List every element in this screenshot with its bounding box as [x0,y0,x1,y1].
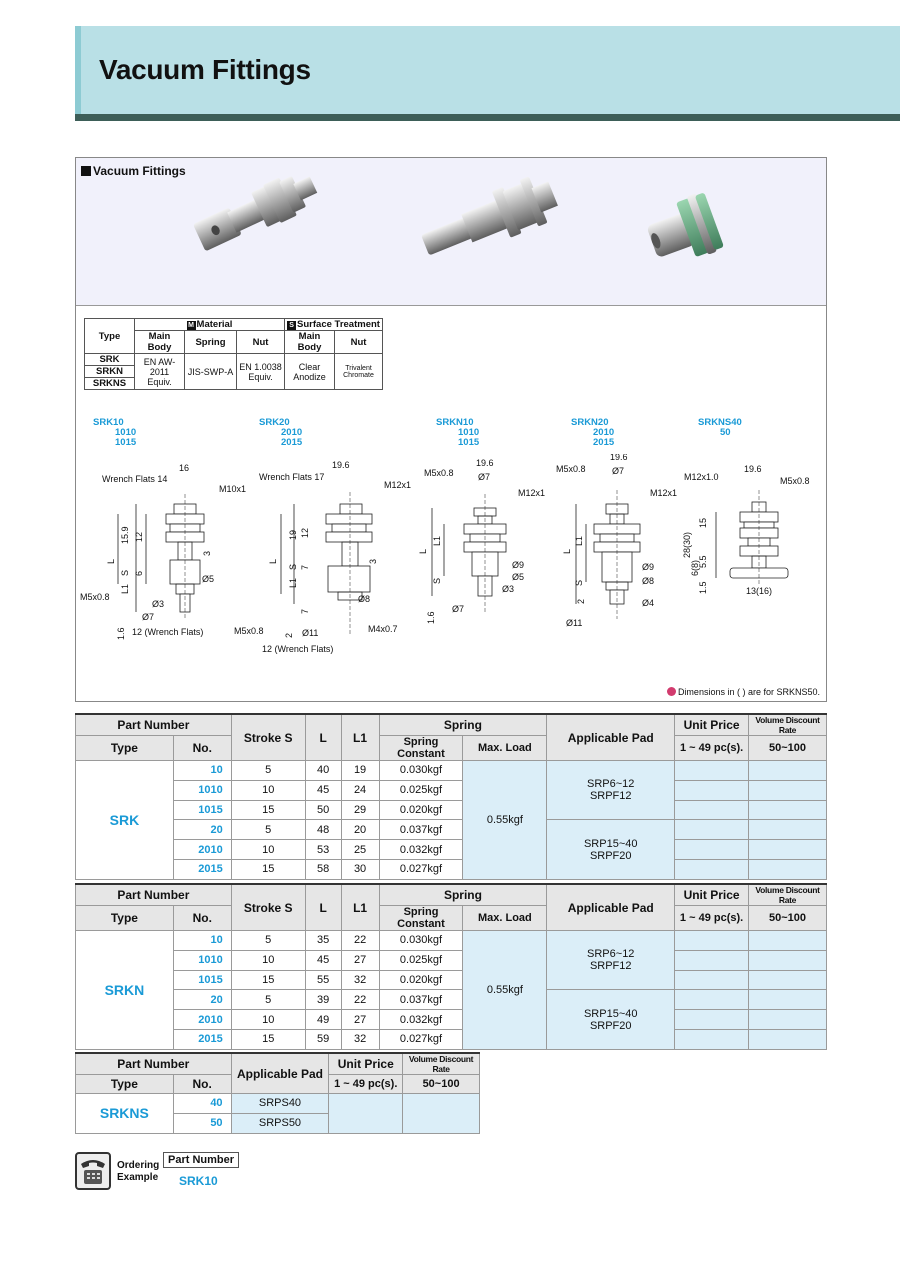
disc-cell [749,800,827,820]
svg-text:3: 3 [368,558,378,564]
h-price: Unit Price [675,714,749,736]
svg-text:M12x1: M12x1 [650,488,678,498]
page-header [75,26,900,120]
disc-cell [749,780,827,800]
no-cell[interactable]: 2015 [173,859,231,879]
svg-text:M4x0.7: M4x0.7 [368,624,398,634]
svg-text:S: S [288,563,298,570]
l-cell: 40 [305,761,341,781]
svg-text:2: 2 [284,632,294,638]
ordering-label: Ordering Example [117,1160,160,1183]
stroke-cell: 10 [231,840,305,860]
srkn-table [75,883,827,1050]
no-cell[interactable]: 1010 [173,780,231,800]
mat-col: Nut [335,331,383,354]
pad-cell: SRP6~12 SRPF12 [547,931,675,990]
l1-cell: 24 [341,780,379,800]
svg-text:12: 12 [134,531,144,542]
h-pad: Applicable Pad [547,884,675,931]
price-cell [675,970,749,990]
l-cell: 35 [305,931,341,951]
svg-text:L1: L1 [288,577,298,588]
type-cell: SRKNS [76,1094,174,1134]
stroke-cell: 5 [231,931,305,951]
h-const: Spring Constant [379,736,463,761]
disc-cell [749,1029,827,1049]
max-load-cell: 0.55kgf [463,761,547,880]
product-photos [76,158,826,306]
l-cell: 49 [305,1010,341,1030]
svg-text:Wrench Flats 14: Wrench Flats 14 [102,474,168,484]
svg-text:19.6: 19.6 [610,454,628,462]
svg-text:1.6: 1.6 [426,611,436,624]
page-title: Vacuum Fittings [99,54,311,85]
h-L1: L1 [341,884,379,931]
drawing-srkns40 [716,490,788,584]
spring-const-cell: 0.032kgf [379,840,463,860]
no-cell[interactable]: 40 [173,1094,231,1114]
svg-text:Ø7: Ø7 [612,466,625,476]
no-cell[interactable]: 20 [173,990,231,1010]
svg-text:28(30): 28(30) [682,531,692,558]
mat-col: Main Body [135,331,185,354]
l-cell: 58 [305,859,341,879]
l1-cell: 20 [341,820,379,840]
svg-text:19.6: 19.6 [476,458,494,468]
spring-const-cell: 0.020kgf [379,970,463,990]
svg-text:Ø8: Ø8 [642,576,655,586]
svg-text:3: 3 [202,550,212,556]
svg-text:L: L [268,558,278,564]
type-cell: SRK [76,761,174,880]
h-price: Unit Price [329,1053,403,1075]
h-price-sub: 1 ~ 49 pc(s). [329,1075,403,1094]
svg-text:Ø5: Ø5 [202,574,215,584]
svg-text:M5x0.8: M5x0.8 [234,626,264,636]
l-cell: 59 [305,1029,341,1049]
disc-cell [749,931,827,951]
stroke-cell: 5 [231,761,305,781]
phone-icon [75,1152,111,1190]
svg-text:15: 15 [698,517,708,528]
table-row [76,800,827,820]
drawing-label-srkn20: SRKN20 2010 2015 [571,417,615,448]
svg-text:M5x0.8: M5x0.8 [424,468,454,478]
spring-const-cell: 0.025kgf [379,950,463,970]
stroke-cell: 15 [231,859,305,879]
max-load-cell: 0.55kgf [463,931,547,1050]
mat-value: EN 1.0038 Equiv. [237,354,285,390]
mat-type: SRK [85,354,135,366]
price-cell [329,1094,403,1134]
svg-text:M5x0.8: M5x0.8 [556,464,586,474]
l-cell: 39 [305,990,341,1010]
h-type: Type [76,736,174,761]
l-cell: 45 [305,950,341,970]
h-L1: L1 [341,714,379,761]
pin-icon [667,687,676,696]
svg-text:L1: L1 [574,535,584,546]
h-type: Type [76,906,174,931]
svg-text:Ø11: Ø11 [566,618,583,628]
drawing-label-srkn10: SRKN10 1010 1015 [436,417,480,448]
svg-text:S: S [120,569,130,576]
svg-text:L1: L1 [432,535,442,546]
pad-cell: SRP15~40 SRPF20 [547,820,675,879]
h-L: L [305,714,341,761]
no-cell[interactable]: 2010 [173,840,231,860]
drawing-label-srk10: SRK10 1010 1015 [93,417,137,448]
no-cell[interactable]: 10 [173,761,231,781]
h-disc: Volume Discount Rate [749,884,827,906]
table-row [76,1094,480,1114]
svg-text:L: L [562,548,572,554]
svg-text:19.6: 19.6 [744,464,762,474]
pad-cell: SRPS40 [231,1094,329,1114]
mat-col: Main Body [285,331,335,354]
no-cell[interactable]: 1015 [173,800,231,820]
pad-cell: SRP15~40 SRPF20 [547,990,675,1049]
svg-text:6: 6 [134,570,144,576]
h-stroke: Stroke S [231,884,305,931]
pad-cell: SRPS50 [231,1113,329,1133]
svg-text:Ø9: Ø9 [642,562,655,572]
mat-surface-header: S Surface Treatment [285,319,383,331]
h-disc-sub: 50~100 [403,1075,480,1094]
no-cell[interactable]: 20 [173,820,231,840]
l1-cell: 32 [341,970,379,990]
stroke-cell: 15 [231,970,305,990]
spring-const-cell: 0.027kgf [379,1029,463,1049]
price-cell [675,840,749,860]
drawing-label-srk20: SRK20 2010 2015 [259,417,303,448]
l1-cell: 22 [341,990,379,1010]
svg-text:M12x1: M12x1 [518,488,546,498]
svg-text:M10x1: M10x1 [219,484,247,494]
h-spring: Spring [379,884,547,906]
svg-text:7: 7 [300,564,310,570]
l-cell: 48 [305,820,341,840]
no-cell[interactable]: 50 [173,1113,231,1133]
stroke-cell: 15 [231,800,305,820]
stroke-cell: 5 [231,820,305,840]
disc-cell [749,990,827,1010]
product-photo-illustrations [76,158,826,306]
h-price-sub: 1 ~ 49 pc(s). [675,736,749,761]
drawing-srkn10 [432,494,506,614]
drawing-label-srkns40: SRKNS40 50 [698,417,742,438]
h-pad: Applicable Pad [231,1053,329,1094]
table-row [76,840,827,860]
svg-text:12: 12 [300,527,310,538]
stroke-cell: 10 [231,950,305,970]
svg-text:19: 19 [288,529,298,540]
no-cell[interactable]: 2010 [173,1010,231,1030]
h-disc: Volume Discount Rate [403,1053,480,1075]
h-L: L [305,884,341,931]
h-spring: Spring [379,714,547,736]
photo-srk [190,166,322,257]
l-cell: 53 [305,840,341,860]
price-cell [675,950,749,970]
spring-const-cell: 0.025kgf [379,780,463,800]
table-row [76,820,827,840]
h-no: No. [173,906,231,931]
svg-text:1.5: 1.5 [698,581,708,594]
svg-text:7: 7 [300,608,310,614]
disc-cell [749,970,827,990]
table-row [76,859,827,879]
dimension-note: Dimensions in ( ) are for SRKNS50. [667,687,820,697]
h-disc-sub: 50~100 [749,906,827,931]
l1-cell: 27 [341,950,379,970]
svg-text:L1: L1 [120,583,130,594]
price-cell [675,761,749,781]
ordering-example-value[interactable]: SRK10 [179,1174,218,1188]
h-disc-sub: 50~100 [749,736,827,761]
svg-text:Ø9: Ø9 [512,560,525,570]
svg-text:2: 2 [576,598,586,604]
price-cell [675,1029,749,1049]
price-cell [675,931,749,951]
svg-text:Ø8: Ø8 [358,594,371,604]
svg-text:L: L [418,548,428,554]
l1-cell: 30 [341,859,379,879]
svg-text:Ø11: Ø11 [302,628,319,638]
h-disc: Volume Discount Rate [749,714,827,736]
type-cell: SRKN [76,931,174,1050]
table-row [76,990,827,1010]
mat-type-header: Type [85,319,135,354]
svg-text:1.6: 1.6 [116,627,126,640]
disc-cell [749,820,827,840]
svg-text:Ø7: Ø7 [452,604,465,614]
no-cell[interactable]: 2015 [173,1029,231,1049]
h-load: Max. Load [463,736,547,761]
table-row [76,1010,827,1030]
h-partnumber: Part Number [76,884,232,906]
svg-text:Ø3: Ø3 [502,584,515,594]
price-cell [675,800,749,820]
l1-cell: 29 [341,800,379,820]
material-table [84,318,383,390]
disc-cell [749,761,827,781]
spring-const-cell: 0.037kgf [379,820,463,840]
mat-col: Nut [237,331,285,354]
l1-cell: 22 [341,931,379,951]
svg-text:L: L [106,558,116,564]
spring-const-cell: 0.030kgf [379,931,463,951]
h-load: Max. Load [463,906,547,931]
h-type: Type [76,1075,174,1094]
price-cell [675,820,749,840]
svg-text:M12x1.0: M12x1.0 [684,472,719,482]
mat-type: SRKNS [85,378,135,390]
disc-cell [749,859,827,879]
table-row [76,761,827,781]
svg-text:6(8): 6(8) [690,559,700,576]
technical-drawings [76,454,826,674]
figure-box [75,157,827,702]
l-cell: 45 [305,780,341,800]
table-row [76,950,827,970]
spring-const-cell: 0.020kgf [379,800,463,820]
pad-cell: SRP6~12 SRPF12 [547,761,675,820]
price-cell [675,859,749,879]
mat-material-header: M Material [135,319,285,331]
l-cell: 55 [305,970,341,990]
mat-value: Trivalent Chromate [335,354,383,390]
svg-text:16: 16 [179,463,190,473]
photo-srkns [641,190,724,271]
h-partnumber: Part Number [76,714,232,736]
price-cell [675,780,749,800]
srk-table [75,713,827,880]
svg-text:12 (Wrench Flats): 12 (Wrench Flats) [132,627,204,637]
table-row [76,970,827,990]
stroke-cell: 10 [231,1010,305,1030]
table-row [76,931,827,951]
l1-cell: 19 [341,761,379,781]
stroke-cell: 5 [231,990,305,1010]
spring-const-cell: 0.037kgf [379,990,463,1010]
svg-text:Ø7: Ø7 [142,612,155,622]
svg-text:15.9: 15.9 [120,526,130,544]
disc-cell [749,840,827,860]
spring-const-cell: 0.027kgf [379,859,463,879]
no-cell[interactable]: 10 [173,931,231,951]
ordering-pn-label: Part Number [163,1152,239,1168]
l1-cell: 32 [341,1029,379,1049]
svg-text:Ø3: Ø3 [152,599,165,609]
price-cell [675,1010,749,1030]
disc-cell [403,1094,480,1134]
svg-text:M5x0.8: M5x0.8 [80,592,110,602]
l-cell: 50 [305,800,341,820]
spring-const-cell: 0.032kgf [379,1010,463,1030]
svg-text:Ø5: Ø5 [512,572,525,582]
photo-srkn [416,170,563,268]
h-partnumber: Part Number [76,1053,232,1075]
section-title: Vacuum Fittings [81,164,186,178]
svg-text:Ø4: Ø4 [642,598,655,608]
mat-value: EN AW-2011 Equiv. [135,354,185,390]
srkns-table [75,1052,480,1134]
svg-text:13(16): 13(16) [746,586,773,596]
table-row [76,780,827,800]
l1-cell: 25 [341,840,379,860]
svg-text:19.6: 19.6 [332,460,350,470]
spring-const-cell: 0.030kgf [379,761,463,781]
mat-type: SRKN [85,366,135,378]
no-cell[interactable]: 1015 [173,970,231,990]
svg-text:Wrench Flats 17: Wrench Flats 17 [259,472,325,482]
svg-text:Ø7: Ø7 [478,472,491,482]
svg-text:5.5: 5.5 [698,555,708,568]
mat-col: Spring [185,331,237,354]
svg-text:12 (Wrench Flats): 12 (Wrench Flats) [262,644,334,654]
h-pad: Applicable Pad [547,714,675,761]
price-cell [675,990,749,1010]
table-row [76,1029,827,1049]
svg-text:M5x0.8: M5x0.8 [780,476,810,486]
mat-value: Clear Anodize [285,354,335,390]
l1-cell: 27 [341,1010,379,1030]
svg-text:S: S [574,579,584,586]
stroke-cell: 10 [231,780,305,800]
svg-text:M12x1: M12x1 [384,480,412,490]
h-no: No. [173,1075,231,1094]
svg-text:S: S [432,577,442,584]
no-cell[interactable]: 1010 [173,950,231,970]
h-const: Spring Constant [379,906,463,931]
h-price: Unit Price [675,884,749,906]
stroke-cell: 15 [231,1029,305,1049]
h-no: No. [173,736,231,761]
drawing-srk20 [281,492,372,634]
disc-cell [749,950,827,970]
disc-cell [749,1010,827,1030]
h-price-sub: 1 ~ 49 pc(s). [675,906,749,931]
mat-value: JIS-SWP-A [185,354,237,390]
h-stroke: Stroke S [231,714,305,761]
